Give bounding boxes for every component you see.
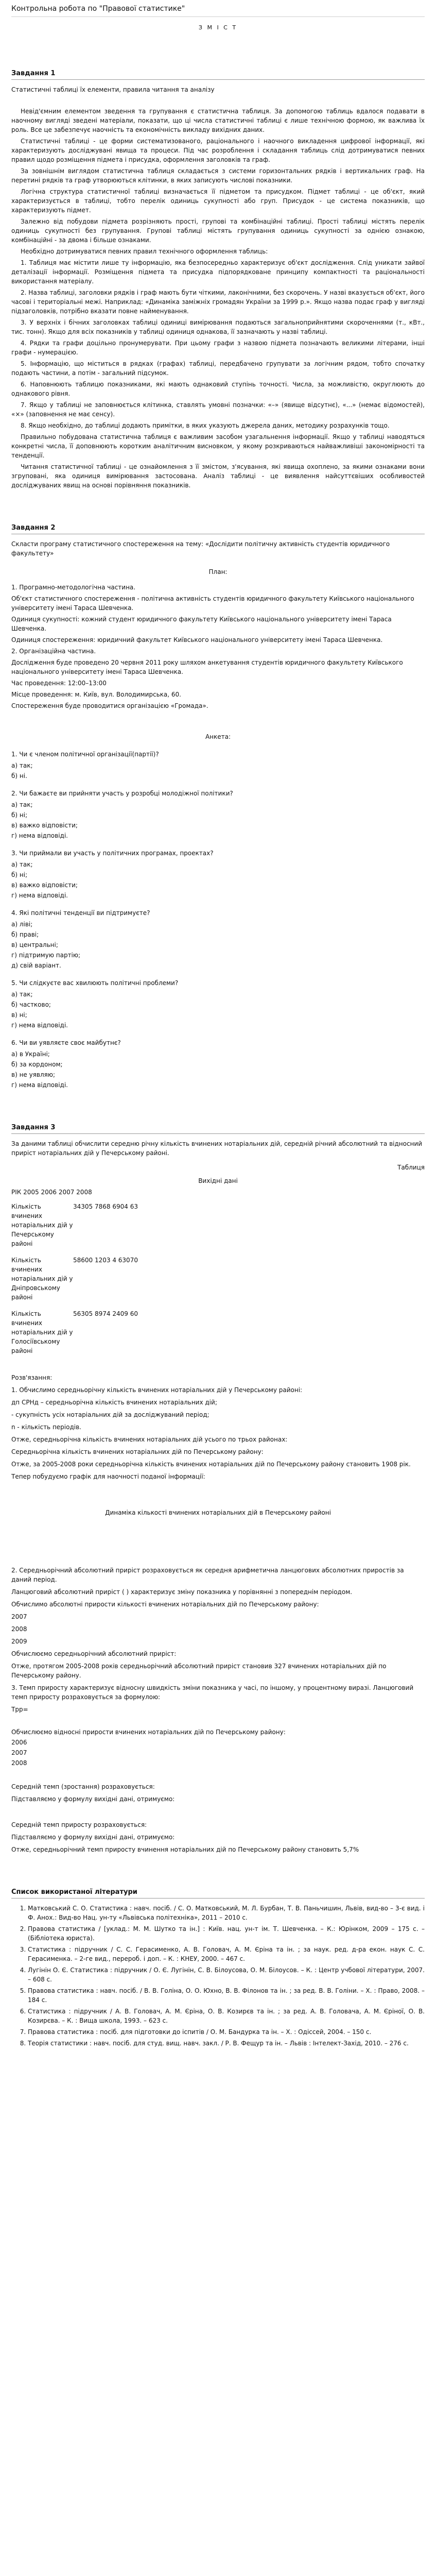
plan-item: Час проведення: 12:00–13:00 [11, 680, 107, 687]
plan-item: Одиниця спостереження: юридичний факультет Київського національного університету імені Тараса Шевченка. [11, 636, 383, 643]
rates-years [11, 1738, 425, 1768]
answer-option: г) нема відповіді. [11, 892, 68, 899]
task1-rule: 2. Назва таблиці, заголовки рядків і граф мають бути чіткими, лаконічними, без скорочень. У назві вказується об'єкт, його часові і територіальні межі. Наприклад: «Динаміка заміжніх громадян України за 1999 р.». Якщо назва подає граф у вигляді підзаголовків, потрібно вказати повне найменування. [11, 289, 425, 315]
average-rate-line: Середній темп приросту розраховується: [11, 1821, 147, 1828]
table-row-label: Кількість вчинених нотаріальних дій у Дніпровському районі [11, 1257, 73, 1301]
references-section [11, 1887, 425, 2048]
survey-question [11, 1038, 425, 1090]
table-row [11, 1256, 425, 1302]
reference-item: 5. Правова статистика : навч. посіб. / В. В. Голіна, О. О. Юхно, В. В. Філонов та ін. ; за ред. В. В. Голіни. – Х. : Право, 2008. – 184 с. [28, 1986, 425, 2005]
task1-paragraph: Залежно від побудови підмета розрізняють прості, групові та комбінаційні таблиці. Прості таблиці містять перелік одиниць сукупності без групування. Групові таблиці містять групування одиниць сукупності за однією ознакою, комбінаційні - за двома і більше ознаками. [11, 218, 425, 244]
average-rate-line: Середній темп (зростання) розраховується: [11, 1783, 155, 1790]
task1-rule: 7. Якщо у таблиці не заповнюється клітинка, ставлять умовні позначки: «–» (явище відсутнє), «...» (немає відомостей), «×» (заповнення не має сенсу). [11, 401, 425, 418]
reference-item: 6. Статистика : підручник / А. В. Головач, А. М. Єріна, О. В. Козирєв та ін. ; за ред. А. В. Головача, А. М. Єріної, О. В. Козирєва. – К. : Вища школа, 1993. – 623 с. [28, 2007, 425, 2025]
plan-item: 1. Програмно-методологічна частина. [11, 584, 136, 591]
answer-option: г) нема відповіді. [11, 1081, 68, 1089]
table-row-label: Кількість вчинених нотаріальних дій у Печерському районі [11, 1203, 73, 1247]
chart-title: Динаміка кількості вчинених нотаріальних дій в Печерському районі [105, 1509, 331, 1516]
plan-item: 2. Організаційна частина. [11, 648, 96, 655]
solution-lines [11, 1385, 425, 1481]
task1-paragraph: Статистичні таблиці - це форми систематизованого, раціонального і наочного викладення цифрової інформації, які характеризують досліджувані явища та процеси. Під час розроблення і складання таблиць слід дотримуватися певних правил щодо розміщення підмета і присудка, оформлення заголовків та граф. [11, 138, 425, 163]
task1-rule: 6. Наповнюють таблицю показниками, які мають однаковий ступінь точності. Числа, за можливістю, округлюють до однакового рівня. [11, 381, 425, 397]
growth-lines [11, 1566, 425, 1714]
answer-option: в) важко відповісти; [11, 822, 78, 829]
growth-line: Обчислюємо середньорічний абсолютний приріст: [11, 1650, 177, 1657]
task1-paragraph: Необхідно дотримуватися певних правил технічного оформлення таблиць: [21, 248, 268, 255]
task1-heading: Завдання 1 [11, 69, 425, 80]
task1-section [11, 69, 425, 490]
question-text: 1. Чи є членом політичної організації(партії)? [11, 751, 159, 758]
question-text: 5. Чи слідкуєте вас хвилюють політичні проблеми? [11, 979, 179, 987]
answer-option: б) за кордоном; [11, 1061, 63, 1068]
solution-line: n - кількість періодів. [11, 1423, 81, 1431]
task1-subtitle: Статистичні таблиці їх елементи, правила читання та аналізу [11, 86, 215, 93]
growth-line: 2. Середньорічний абсолютний приріст розраховується як середня арифметична ланцюгових абсолютних приростів за даний період. [11, 1567, 404, 1583]
task3-heading: Завдання 3 [11, 1123, 425, 1134]
task2-subtitle: Скласти програму статистичного спостереження на тему: «Дослідити політичну активність студентів юридичного факультету» [11, 540, 390, 557]
answer-option: а) так; [11, 861, 33, 868]
solution-line: Отже, середньорічна кількість вчинених нотаріальних дій усього по трьох районах: [11, 1436, 288, 1443]
table-row-values: 56305 8974 2409 60 [73, 1310, 138, 1317]
solution-line: дп СРНд – середньорічна кількість вчинених нотаріальних дій; [11, 1399, 217, 1406]
plan-item: Об'єкт статистичного спостереження - політична активність студентів юридичного факультету Київського національного університету імені Тараса Шевченка. [11, 595, 414, 612]
answer-option: а) так; [11, 991, 33, 998]
survey-question [11, 750, 425, 781]
task1-rules [11, 258, 425, 430]
question-text: 2. Чи бажаєте ви прийняти участь у розробці молодіжної політики? [11, 790, 233, 797]
references-list [11, 1904, 425, 2048]
table-row-label: Кількість вчинених нотаріальних дій у Голосіївському районі [11, 1310, 73, 1354]
task1-rule: 5. Інформацію, що міститься в рядках (графах) таблиці, передбачено групувати за логічним рядом, тобто спочатку подають частини, а потім - загальний підсумок. [11, 360, 425, 377]
answer-option: г) нема відповіді. [11, 832, 68, 839]
task3-subtitle: За даними таблиці обчислити середню річну кількість вчинених нотаріальних дій, середній річний абсолютний та відносний приріст нотаріальних дій у Печерському районі. [11, 1140, 422, 1157]
growth-line: Обчислимо абсолютні прирости кількості вчинених нотаріальних дій по Печерському району: [11, 1601, 319, 1608]
data-table [11, 1202, 425, 1355]
reference-item: 8. Теорія статистики : навч. посіб. для студ. вищ. навч. закл. / Р. В. Фещур та ін. – Львів : Інтелект-Захід, 2010. – 276 с. [28, 2039, 425, 2048]
growth-line: Трр= [11, 1706, 28, 1713]
plan-item: Одиниця сукупності: кожний студент юридичного факультету Київського національного університету імені Тараса Шевченка. [11, 616, 392, 632]
survey-question [11, 849, 425, 900]
survey-questions [11, 750, 425, 1090]
plan-item: Дослідження буде проведено 20 червня 2011 року шляхом анкетування студентів юридичного факультету Київського національного університету імені Тараса Шевченка. [11, 659, 403, 675]
plan-items [11, 583, 425, 710]
table-row-values: 58600 1203 4 63070 [73, 1257, 138, 1264]
growth-line: 2008 [11, 1625, 27, 1633]
answer-option: б) ні; [11, 811, 28, 819]
growth-line: Ланцюговий абсолютний приріст ( ) характеризує зміну показника у порівнянні з попереднім періодом. [11, 1588, 353, 1596]
answer-option: б) праві; [11, 931, 39, 938]
task1-rule: 3. У верхніх і бічних заголовках таблиці одиниці вимірювання подаються загальноприйнятими скороченнями (т., кВт., тис. тонн). Якщо для всіх показників у таблиці одиниця однакова, її зазначають у назві таблиці. [11, 319, 425, 335]
average-rate-lines [11, 1782, 425, 1854]
answer-option: б) ні; [11, 871, 28, 878]
reference-item: 4. Лугінін О. Є. Статистика : підручник / О. Є. Лугінін, С. В. Білоусова, О. М. Білоусов. – К. : Центр учбової літератури, 2007. – 608 с. [28, 1965, 425, 1984]
table-years: РІК 2005 2006 2007 2008 [11, 1189, 92, 1196]
answer-option: а) так; [11, 762, 33, 769]
growth-line: 3. Темп приросту характеризує відносну швидкість зміни показника у часі, по іншому, у процентному виразі. Ланцюговий темп приросту розраховується за формулою: [11, 1684, 414, 1701]
task2-section [11, 523, 425, 1090]
table-row [11, 1309, 425, 1355]
solution-line: Отже, за 2005-2008 роки середньорічна кількість вчинених нотаріальних дій по Печерському району становить 1908 рік. [11, 1461, 411, 1468]
average-rate-line: Підставляємо у формулу вихідні дані, отримуємо: [11, 1795, 175, 1803]
table-row-values: 34305 7868 6904 63 [73, 1203, 138, 1210]
question-text: 4. Які політичні тенденції ви підтримуєте? [11, 909, 150, 917]
average-rate-line: Отже, середньорічний темп приросту вчинення нотаріальних дій по Печерському району становить 5,7% [11, 1846, 359, 1853]
answer-option: в) не уявляю; [11, 1071, 56, 1078]
task1-closing [11, 432, 425, 490]
answer-option: а) так; [11, 801, 33, 808]
task1-paragraphs [11, 107, 425, 256]
reference-item: 7. Правова статистика : посіб. для підготовки до іспитів / О. М. Бандурка та ін. – Х. : Одіссей, 2004. – 150 с. [28, 2027, 425, 2037]
solution-line: 1. Обчислимо середньорічну кількість вчинених нотаріальних дій у Печерському районі: [11, 1386, 303, 1394]
task1-paragraph: За зовнішнім виглядом статистична таблиця складається з системи горизонтальних рядків і вертикальних граф. На перетині рядків та граф утворюються клітинки, в яких записують числові показники. [11, 167, 425, 184]
reference-item: 2. Правова статистика / [уклад.: М. М. Шутко та ін.] : Київ. нац. ун-т ім. Т. Шевченка. – К.: Юрінком, 2009 – 175 с. – (Бібліотека юриста). [28, 1924, 425, 1943]
plan-item: Місце проведення: м. Київ, вул. Володимирська, 60. [11, 691, 181, 698]
survey-question [11, 908, 425, 970]
document-title: Контрольна робота по "Правової статистике" [11, 0, 425, 17]
task1-closing-paragraph: Правильно побудована статистична таблиця є важливим засобом узагальнення інформації. Якщо у таблиці наводяться конкретні числа, її доповнюють коротким аналітичним висновком, у якому розкриваються найважливіші закономірності та тенденції. [11, 433, 425, 459]
answer-option: г) підтримую партію; [11, 952, 81, 959]
question-text: 6. Чи ви уявляєте своє майбутнє? [11, 1039, 121, 1046]
task1-rule: 8. Якщо необхідно, до таблиці додають примітки, в яких указують джерела даних, методику розрахунків тощо. [21, 422, 390, 429]
rate-year: 2007 [11, 1749, 27, 1756]
answer-option: б) частково; [11, 1001, 51, 1008]
solution-line: - сукупність усіх нотаріальних дій за досліджуваний період; [11, 1411, 210, 1418]
plan-title: План: [208, 568, 228, 575]
table-years-label: Вихідні дані [198, 1177, 238, 1184]
answer-option: г) нема відповіді. [11, 1022, 68, 1029]
answer-option: д) свій варіант. [11, 962, 61, 969]
reference-item: 1. Матковський С. О. Статистика : навч. посіб. / С. О. Матковський, М. Л. Бурбан, Т. В. Паньчишин, Львів, вид-во – 3-є вид. і Ф. Анох.: Вид-во Нац. ун-ту «Львівська політехніка», 2011 – 2010 с. [28, 1904, 425, 1922]
task1-paragraph: Логічна структура статистичної таблиці визначається її підметом та присудком. Підмет таблиці - це об'єкт, який характеризується в таблиці, тобто перелік одиниць сукупності або груп. Присудок - це система показників, що характеризують підмет. [11, 188, 425, 214]
toc-label: З М І С Т [198, 24, 238, 31]
table-row [11, 1202, 425, 1248]
rate-year: 2006 [11, 1739, 27, 1746]
task3-section [11, 1123, 425, 1854]
survey-question [11, 978, 425, 1030]
solution-line: Середньорічна кількість вчинених нотаріальних дій по Печерському району: [11, 1448, 264, 1455]
task1-paragraph: Невід'ємним елементом зведення та групування є статистична таблиця. За допомогою таблиць вдалося подавати в наочному вигляді зведені матеріали, показати, що ці числа статистичні таблиці є лише технічною формою, як важлива їх роль. Все це забезпечує наочність та економічність викладу вихідних даних. [11, 108, 425, 133]
task2-heading: Завдання 2 [11, 523, 425, 534]
survey-question [11, 789, 425, 840]
table-caption: Таблиця [397, 1164, 425, 1171]
solution-line: Тепер побудуємо графік для наочності поданої інформації: [11, 1473, 205, 1480]
growth-line: Отже, протягом 2005-2008 років середньорічний абсолютний приріст становив 327 вчинених нотаріальних дій по Печерському району. [11, 1663, 387, 1679]
answer-option: б) ні. [11, 772, 27, 779]
answer-option: а) ліві; [11, 921, 33, 928]
plan-item: Спостереження буде проводитися організацією «Громада». [11, 702, 208, 709]
solution-label: Розв'язання: [11, 1374, 53, 1381]
task1-rule: 1. Таблиця має містити лише ту інформацію, яка безпосередньо характеризує об'єкт дослідження. Слід уникати зайвої деталізації інформації. Розміщення підмета та присудка підпорядковане принципу компактності та раціональності використання матеріалу. [11, 259, 425, 285]
growth-line: 2009 [11, 1638, 27, 1645]
answer-option: а) в Україні; [11, 1050, 50, 1058]
average-rate-line: Підставляємо у формулу вихідні дані, отримуємо: [11, 1834, 175, 1841]
answer-option: в) ні; [11, 1011, 27, 1019]
task1-rule: 4. Рядки та графи доцільно пронумерувати. При цьому графи з назвою підмета позначають великими літерами, інші графи - нумерацією. [11, 340, 425, 356]
references-heading: Список використаної літератури [11, 1887, 425, 1899]
rates-title: Обчислюємо відносні прирости вчинених нотаріальних дій по Печерському району: [11, 1728, 286, 1736]
reference-item: 3. Статистика : підручник / С. С. Герасименко, А. В. Головач, А. М. Єріна та ін. ; за наук. ред. д-ра екон. наук С. С. Герасименка. – 2-ге вид., перероб. і доп. – К. : КНЕУ, 2000. – 467 с. [28, 1945, 425, 1963]
answer-option: в) центральні; [11, 941, 58, 948]
rate-year: 2008 [11, 1759, 27, 1767]
answer-option: в) важко відповісти; [11, 882, 78, 889]
question-text: 3. Чи приймали ви участь у політичних програмах, проектах? [11, 850, 214, 857]
task1-closing-paragraph: Читання статистичної таблиці - це ознайомлення з її змістом, з'ясування, які явища охоплено, за якими ознаками вони згруповані, яка одиниця вимірювання застосована. Аналіз таблиці - це виявлення найсуттєвіших особливостей досліджуваних явищ на основі порівняння показників. [11, 463, 425, 489]
growth-line: 2007 [11, 1613, 27, 1620]
survey-title: Анкета: [205, 733, 231, 740]
